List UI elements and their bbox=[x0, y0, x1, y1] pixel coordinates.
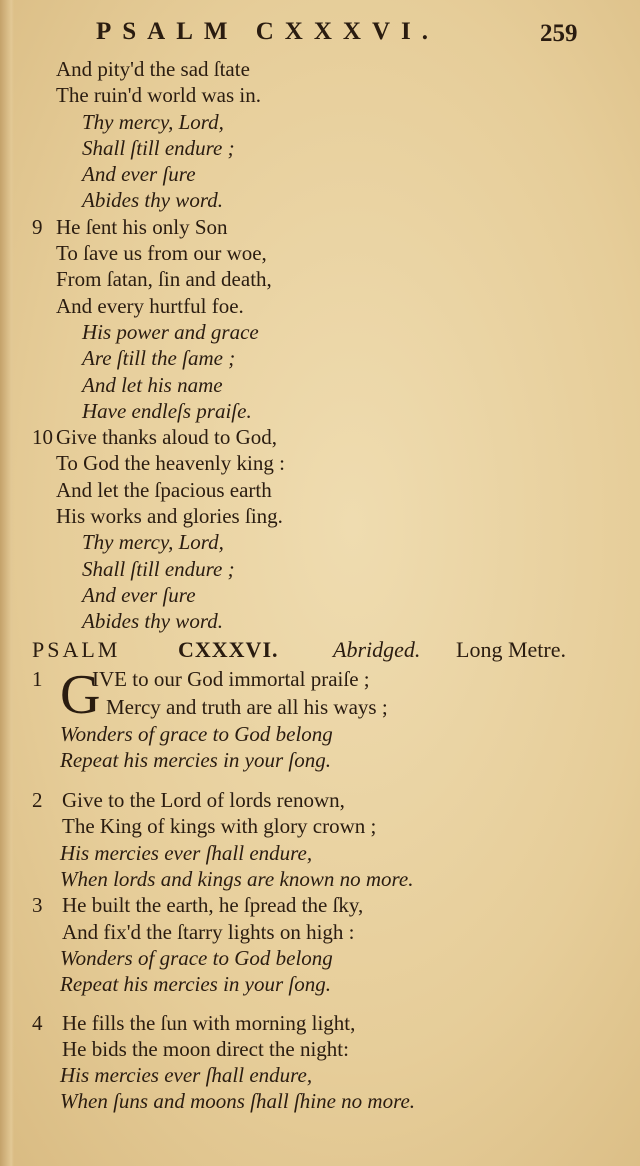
section-heading bbox=[0, 635, 640, 665]
verse-number: 3 bbox=[32, 893, 43, 918]
refrain-line: And ever ſure bbox=[82, 582, 196, 607]
page-header bbox=[0, 14, 640, 54]
verse-line: He bids the moon direct the night: bbox=[62, 1036, 349, 1061]
verse-line: 9 He ſent his only Son bbox=[32, 214, 228, 239]
section-abridged: Abridged. bbox=[333, 636, 421, 662]
verse-line: 3 He built the earth, he ſpread the ſky, bbox=[32, 893, 364, 918]
running-title: PSALM CXXXVI. bbox=[96, 18, 439, 45]
verse-line: To God the heavenly king : bbox=[56, 451, 285, 476]
drop-cap: G bbox=[60, 663, 101, 726]
verse-line: 2 Give to the Lord of lords renown, bbox=[32, 788, 345, 813]
verse-line: His works and glories ſing. bbox=[56, 504, 283, 529]
section-title: PSALM bbox=[32, 636, 121, 662]
refrain-line: Abides thy word. bbox=[82, 188, 223, 213]
page-number: 259 bbox=[540, 20, 578, 47]
refrain-line: Wonders of grace to God belong bbox=[60, 945, 333, 970]
refrain-line: And ever ſure bbox=[82, 162, 196, 187]
verse-number: 2 bbox=[32, 788, 43, 813]
section-psalm-number: CXXXVI. bbox=[178, 636, 279, 662]
refrain-line: When ſuns and moons ſhall ſhine no more. bbox=[60, 1089, 416, 1114]
verse-line: And every hurtful foe. bbox=[56, 293, 244, 318]
verse-line: 4 He fills the ſun with morning light, bbox=[32, 1010, 356, 1035]
verse-line: The ruin'd world was in. bbox=[56, 83, 261, 108]
refrain-line: Shall ſtill endure ; bbox=[82, 135, 235, 160]
refrain-line: Thy mercy, Lord, bbox=[82, 109, 224, 134]
verse-line: And fix'd the ſtarry lights on high : bbox=[62, 919, 355, 944]
verse-line: And let the ſpacious earth bbox=[56, 477, 272, 502]
refrain-line: When lords and kings are known no more. bbox=[60, 867, 414, 892]
verse-number: 1 bbox=[32, 666, 43, 691]
verse-line: Mercy and truth are all his ways ; bbox=[106, 694, 388, 719]
stanza-gap bbox=[0, 998, 640, 1010]
verse-number: 9 bbox=[32, 214, 43, 239]
verse-number: 10 bbox=[32, 425, 53, 450]
refrain-line: Abides thy word. bbox=[82, 609, 223, 634]
verse-line: 10 Give thanks aloud to God, bbox=[32, 425, 278, 450]
verse-line: And pity'd the sad ſtate bbox=[56, 57, 250, 81]
stanza-gap bbox=[0, 773, 640, 787]
refrain-line: And let his name bbox=[82, 372, 223, 397]
verse-line: 1 G IVE to our God immortal praiſe ; bbox=[32, 663, 370, 726]
verse-line: From ſatan, ſin and death, bbox=[56, 267, 272, 292]
text-block bbox=[0, 56, 640, 1115]
refrain-line: His power and grace bbox=[82, 319, 259, 344]
verse-line: The King of kings with glory crown ; bbox=[62, 814, 377, 839]
refrain-line: Shall ſtill endure ; bbox=[82, 556, 235, 581]
refrain-line: Have endleſs praiſe. bbox=[82, 398, 252, 423]
refrain-line: Thy mercy, Lord, bbox=[82, 530, 224, 555]
verse-line: To ſave us from our woe, bbox=[56, 241, 267, 266]
refrain-line: Repeat his mercies in your ſong. bbox=[60, 972, 332, 997]
refrain-line: His mercies ever ſhall endure, bbox=[60, 1063, 313, 1088]
refrain-line: Wonders of grace to God belong bbox=[60, 721, 333, 746]
refrain-line: Are ſtill the ſame ; bbox=[82, 346, 236, 371]
refrain-line: Repeat his mercies in your ſong. bbox=[60, 747, 332, 772]
refrain-line: His mercies ever ſhall endure, bbox=[60, 840, 313, 865]
verse-number: 4 bbox=[32, 1010, 43, 1035]
section-metre: Long Metre. bbox=[456, 636, 566, 662]
